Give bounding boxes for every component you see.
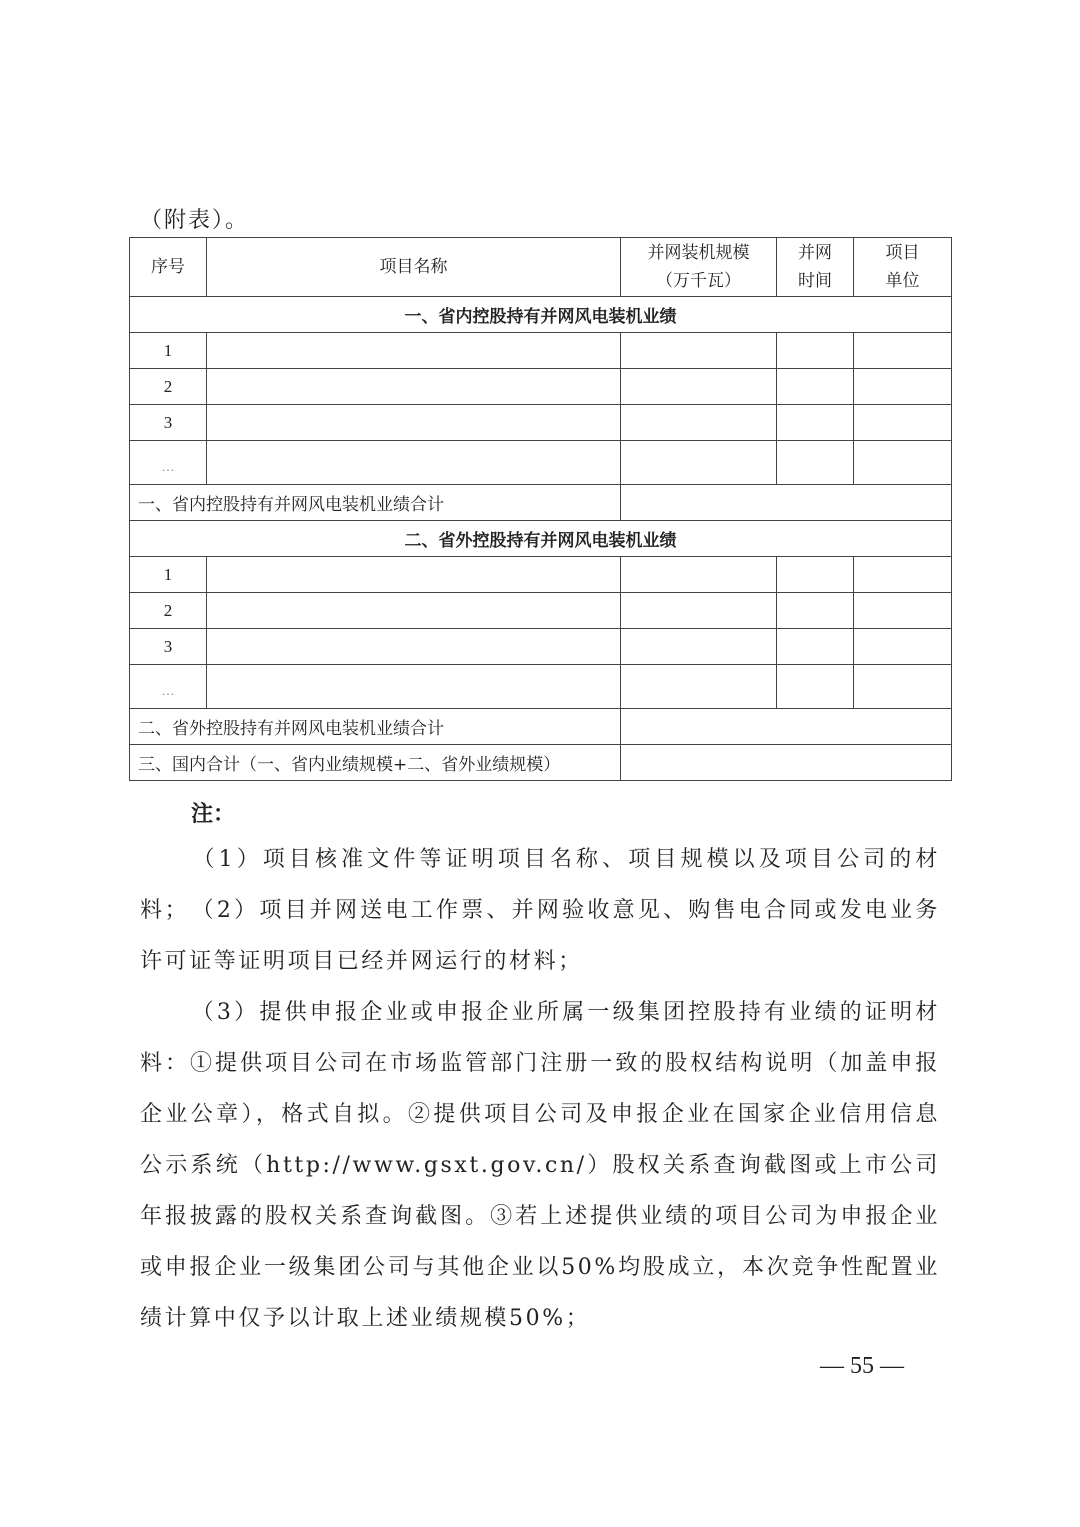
row-seq: … — [130, 665, 207, 709]
row-seq: 2 — [130, 369, 207, 405]
section2-title-row — [130, 521, 952, 557]
table-header-row — [130, 238, 952, 297]
total-label: 三、国内合计（一、省内业绩规模+二、省外业绩规模） — [130, 745, 621, 781]
row-seq: 2 — [130, 593, 207, 629]
header-capacity-line2: （万千瓦） — [656, 271, 741, 291]
table-row — [130, 593, 952, 629]
row-unit-cell[interactable] — [854, 369, 952, 405]
header-unit-line1: 项目 — [885, 243, 920, 263]
row-time-cell[interactable] — [777, 405, 854, 441]
header-name: 项目名称 — [207, 238, 621, 297]
section1-title-row — [130, 297, 952, 333]
row-time-cell[interactable] — [777, 369, 854, 405]
row-name-cell[interactable] — [207, 629, 621, 665]
row-time-cell[interactable] — [777, 629, 854, 665]
row-unit-cell[interactable] — [854, 593, 952, 629]
note-item-2-text: （2）项目并网送电工作票、并网验收意见、购售电合同或发电业务许可证等证明项目已经并网运行的材料； — [140, 898, 940, 974]
header-unit — [854, 238, 952, 297]
header-capacity — [621, 238, 777, 297]
performance-table — [129, 237, 952, 781]
row-capacity-cell[interactable] — [621, 557, 777, 593]
note-item-2 — [140, 885, 940, 987]
row-name-cell[interactable] — [207, 333, 621, 369]
row-capacity-cell[interactable] — [621, 333, 777, 369]
total-value[interactable] — [621, 745, 952, 781]
row-name-cell[interactable] — [207, 593, 621, 629]
table-row — [130, 557, 952, 593]
note-item-3 — [140, 987, 940, 1344]
row-capacity-cell[interactable] — [621, 629, 777, 665]
row-unit-cell[interactable] — [854, 557, 952, 593]
table-row — [130, 333, 952, 369]
row-seq: 3 — [130, 629, 207, 665]
row-time-cell[interactable] — [777, 557, 854, 593]
row-seq: 1 — [130, 333, 207, 369]
section2-title: 二、省外控股持有并网风电装机业绩 — [130, 521, 952, 557]
row-unit-cell[interactable] — [854, 405, 952, 441]
header-capacity-line1: 并网装机规模 — [647, 243, 750, 263]
table-row — [130, 629, 952, 665]
row-unit-cell[interactable] — [854, 629, 952, 665]
row-capacity-cell[interactable] — [621, 441, 777, 485]
row-time-cell[interactable] — [777, 665, 854, 709]
row-capacity-cell[interactable] — [621, 369, 777, 405]
row-name-cell[interactable] — [207, 441, 621, 485]
row-unit-cell[interactable] — [854, 665, 952, 709]
row-seq: 3 — [130, 405, 207, 441]
row-time-cell[interactable] — [777, 593, 854, 629]
row-unit-cell[interactable] — [854, 441, 952, 485]
table-row — [130, 405, 952, 441]
header-time-line1: 并网 — [798, 243, 832, 263]
total-row — [130, 745, 952, 781]
row-time-cell[interactable] — [777, 441, 854, 485]
section1-subtotal-label: 一、省内控股持有并网风电装机业绩合计 — [130, 485, 621, 521]
row-seq: 1 — [130, 557, 207, 593]
row-name-cell[interactable] — [207, 557, 621, 593]
note-item-1-text: （1）项目核准文件等证明项目名称、项目规模以及项目公司的材料； — [140, 847, 940, 923]
page-number: — 55 — — [820, 1353, 904, 1379]
intro-text: （附表）。 — [140, 208, 250, 233]
row-unit-cell[interactable] — [854, 333, 952, 369]
row-capacity-cell[interactable] — [621, 405, 777, 441]
header-unit-line2: 单位 — [885, 271, 920, 291]
table-row — [130, 441, 952, 485]
table-row — [130, 665, 952, 709]
row-name-cell[interactable] — [207, 405, 621, 441]
table-row — [130, 369, 952, 405]
section1-subtotal-value[interactable] — [621, 485, 952, 521]
row-time-cell[interactable] — [777, 333, 854, 369]
header-time — [777, 238, 854, 297]
row-name-cell[interactable] — [207, 665, 621, 709]
row-name-cell[interactable] — [207, 369, 621, 405]
section2-subtotal-row — [130, 709, 952, 745]
section1-title: 一、省内控股持有并网风电装机业绩 — [130, 297, 952, 333]
note-item-3-text: （3）提供申报企业或申报企业所属一级集团控股持有业绩的证明材料：①提供项目公司在市场监管部门注册一致的股权结构说明（加盖申报企业公章），格式自拟。②提供项目公司及申报企业在国家企业信用信息公示系统（http://www.gsxt.gov.cn/）股权关系查询截图或上市公司年报披露的股权关系查询截图。③若上述提供业绩的项目公司为申报企业或申报企业一级集团公司与其他企业以50%均股成立，本次竞争性配置业绩计算中仅予以计取上述业绩规模50%； — [140, 1000, 940, 1331]
row-capacity-cell[interactable] — [621, 593, 777, 629]
section1-subtotal-row — [130, 485, 952, 521]
section2-subtotal-value[interactable] — [621, 709, 952, 745]
header-time-line2: 时间 — [798, 271, 832, 291]
row-seq: … — [130, 441, 207, 485]
row-capacity-cell[interactable] — [621, 665, 777, 709]
section2-subtotal-label: 二、省外控股持有并网风电装机业绩合计 — [130, 709, 621, 745]
notes-title: 注： — [191, 801, 236, 827]
header-seq: 序号 — [130, 238, 207, 297]
